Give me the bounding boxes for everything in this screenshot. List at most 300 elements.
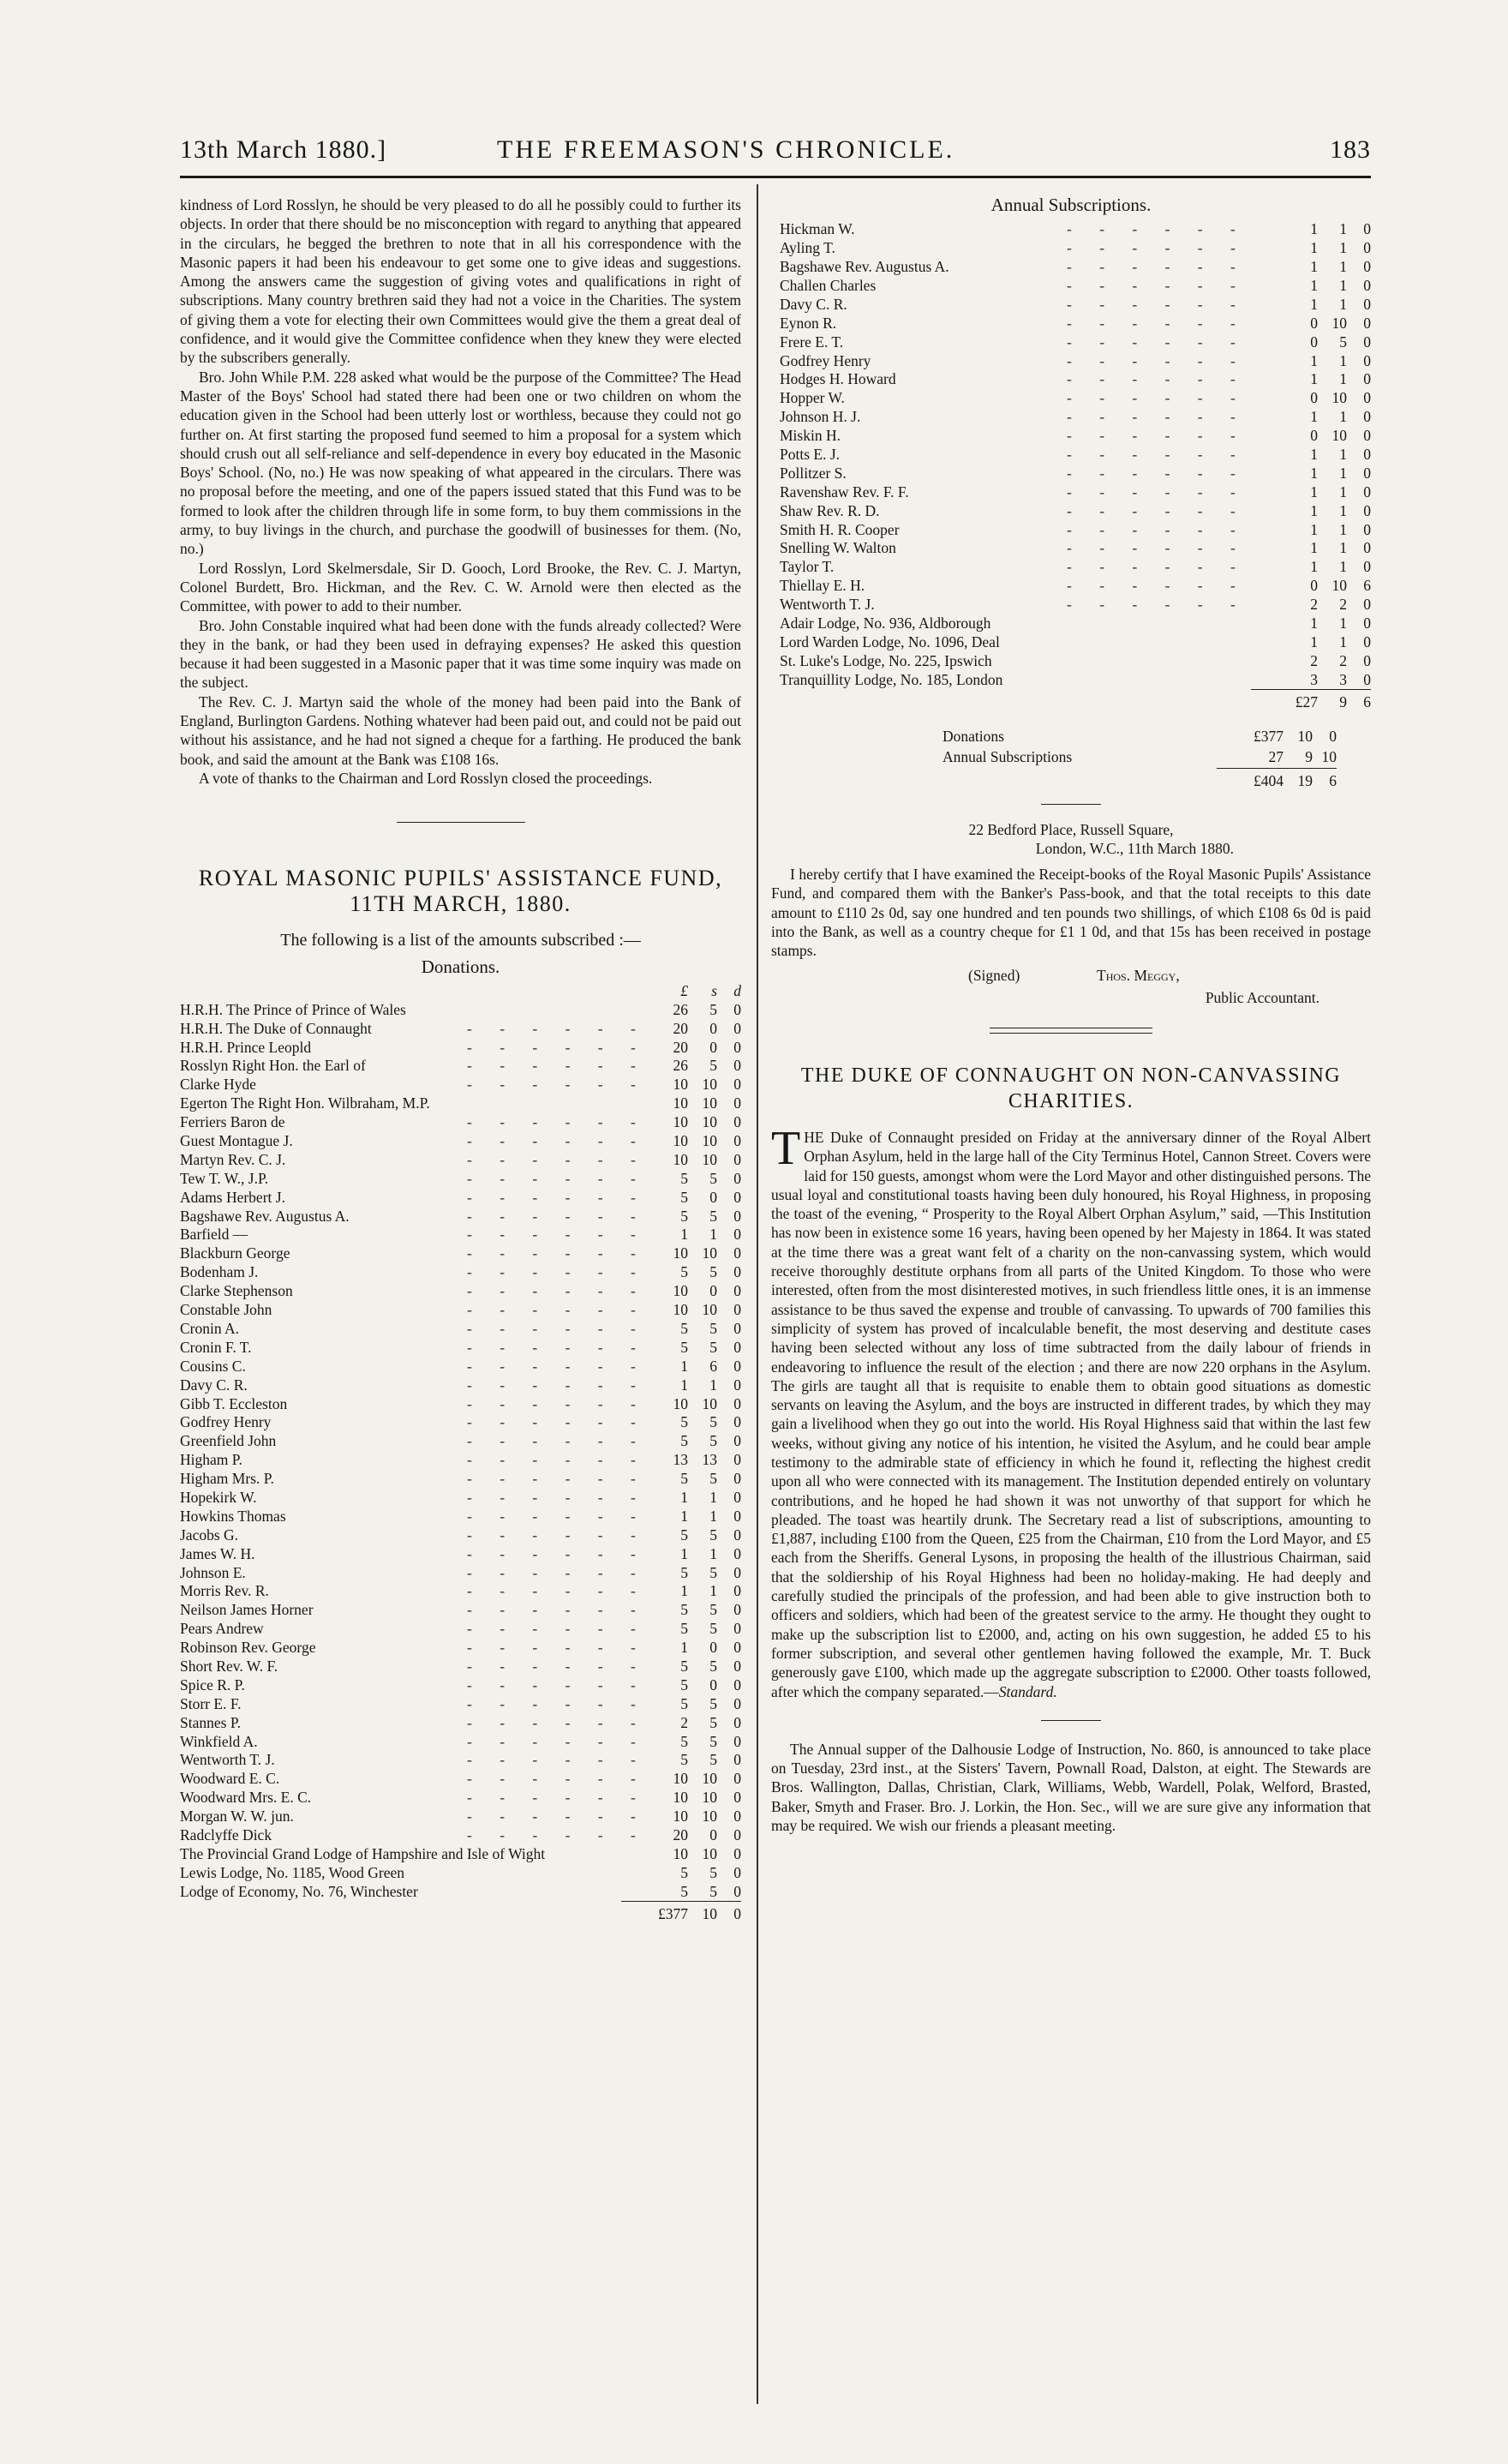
pence-value: 0	[733, 1150, 741, 1168]
ledger-row	[180, 1807, 741, 1826]
contributor-name: Martyn Rev. C. J.	[180, 1150, 286, 1168]
pounds-value: 2	[1310, 596, 1318, 614]
ledger-row	[780, 333, 1371, 351]
leader-dots: - - - - - -	[467, 1057, 648, 1075]
shillings-unit: s	[711, 981, 717, 999]
leader-dots: - - - - - -	[1067, 370, 1248, 388]
page-header	[180, 129, 1371, 171]
pounds-value: 10	[673, 1844, 688, 1862]
total-pence: 0	[733, 1904, 741, 1922]
pence-value: 0	[1363, 596, 1371, 614]
leader-dots: - - - - - -	[467, 1808, 648, 1826]
ledger-row	[780, 276, 1371, 295]
pounds-value: 1	[1310, 220, 1318, 238]
contributor-name: Morgan W. W. jun.	[180, 1808, 294, 1826]
shillings-value: 2	[1339, 596, 1347, 614]
pence-value: 0	[1363, 651, 1371, 669]
ledger-row	[780, 257, 1371, 276]
shillings-value: 10	[702, 1770, 717, 1788]
pence-value: 6	[1363, 577, 1371, 595]
shillings-value: 1	[1339, 408, 1347, 426]
ledger-row	[780, 219, 1371, 238]
leader-dots: - - - - - -	[1067, 220, 1248, 238]
duke-article-body	[771, 1121, 1371, 1701]
pence-value: 0	[733, 1751, 741, 1769]
ledger-row	[180, 1225, 741, 1244]
pounds-value: 5	[680, 1526, 688, 1544]
pence-value: 0	[1363, 389, 1371, 407]
pounds-value: 5	[680, 1676, 688, 1694]
ledger-row	[780, 407, 1371, 426]
pence-value: 0	[733, 1226, 741, 1244]
pence-value: 0	[733, 1038, 741, 1056]
ledger-row	[180, 1694, 741, 1713]
ledger-row	[780, 670, 1371, 689]
subs-total-shillings: 9	[1339, 692, 1347, 710]
ledger-row	[180, 1094, 741, 1112]
ledger-row	[180, 1357, 741, 1376]
leader-dots: - - - - - -	[467, 1019, 648, 1037]
shillings-value: 1	[1339, 520, 1347, 538]
ledger-row	[180, 1844, 741, 1863]
pounds-value: 5	[680, 1188, 688, 1206]
leader-dots: - - - - - -	[467, 1789, 648, 1807]
ledger-row	[180, 1732, 741, 1751]
leader-dots: - - - - - -	[467, 1451, 648, 1469]
pence-value: 0	[733, 1169, 741, 1187]
shillings-value: 5	[709, 1882, 717, 1900]
ledger-row	[780, 426, 1371, 445]
subs-total-pounds: £27	[1295, 692, 1318, 710]
address-line-2: London, W.C., 11th March 1880.	[1035, 839, 1234, 857]
pence-value: 0	[733, 1620, 741, 1638]
summary-amount: 0	[1329, 727, 1337, 745]
leader-dots: - - - - - -	[1067, 445, 1248, 463]
ledger-row	[780, 501, 1371, 520]
pence-value: 0	[1363, 333, 1371, 351]
shillings-value: 5	[709, 1601, 717, 1619]
ledger-row	[180, 1300, 741, 1319]
article-paragraph: Bro. John Constable inquired what had been done with the funds already collected? Were they in the bank, or had they been used in defraying expenses? He asked this question because it had been suggested in a Masonic paper that it was time some inquiry was made on the subject.	[180, 616, 741, 692]
shillings-value: 10	[702, 1394, 717, 1412]
shillings-value: 10	[1331, 427, 1347, 445]
contributor-name: Johnson H. J.	[780, 408, 861, 426]
ledger-row	[180, 1338, 741, 1357]
leader-dots: - - - - - -	[467, 1601, 648, 1619]
pence-value: 0	[733, 1844, 741, 1862]
pounds-value: 1	[680, 1582, 688, 1600]
ledger-row	[180, 1563, 741, 1582]
contributor-name: Pears Andrew	[180, 1620, 264, 1638]
contributor-name: Cousins C.	[180, 1357, 246, 1375]
contributor-name: Hodges H. Howard	[780, 370, 896, 388]
contributor-name: H.R.H. The Duke of Connaught	[180, 1019, 372, 1037]
publication-title: THE FREEMASON'S CHRONICLE.	[497, 135, 955, 164]
leader-dots: - - - - - -	[467, 1188, 648, 1206]
leader-dots: - - - - - -	[467, 1150, 648, 1168]
ledger-row	[180, 1469, 741, 1488]
contributor-name: Bodenham J.	[180, 1263, 259, 1281]
pence-value: 0	[1363, 483, 1371, 501]
issue-date: 13th March 1880.]	[180, 135, 387, 164]
ledger-row	[780, 351, 1371, 370]
shillings-value: 13	[702, 1451, 717, 1469]
pounds-value: 0	[1310, 427, 1318, 445]
contributor-name: Hopekirk W.	[180, 1488, 257, 1506]
contributor-name: Davy C. R.	[180, 1376, 248, 1394]
ledger-row	[780, 538, 1371, 557]
pounds-value: 1	[1310, 464, 1318, 482]
contributor-name: Johnson E.	[180, 1563, 246, 1581]
contributor-name: Woodward Mrs. E. C.	[180, 1789, 312, 1807]
grand-total-pence: 6	[1329, 771, 1337, 789]
shillings-value: 1	[1339, 464, 1347, 482]
summary-block	[771, 727, 1371, 768]
pounds-value: 1	[1310, 632, 1318, 650]
pence-value: 0	[733, 1338, 741, 1356]
contributor-name: Eynon R.	[780, 314, 837, 332]
pence-value: 0	[1363, 539, 1371, 557]
contributor-name: Hopper W.	[780, 389, 845, 407]
contributor-name: Constable John	[180, 1301, 272, 1319]
shillings-value: 1	[1339, 276, 1347, 294]
section-divider	[1041, 804, 1101, 805]
contributor-name: Lodge of Economy, No. 76, Winchester	[180, 1882, 418, 1900]
ledger-row	[780, 295, 1371, 314]
pounds-value: 20	[673, 1826, 688, 1844]
ledger-row	[180, 1188, 741, 1207]
pounds-value: 1	[1310, 615, 1318, 632]
contributor-name: Smith H. R. Cooper	[780, 520, 900, 538]
leader-dots: - - - - - -	[1067, 501, 1248, 519]
pounds-value: 1	[680, 1544, 688, 1562]
donations-heading: Donations.	[421, 956, 500, 977]
pence-value: 0	[733, 1863, 741, 1881]
leader-dots: - - - - - -	[467, 1507, 648, 1525]
pounds-value: 0	[1310, 577, 1318, 595]
summary-label: Annual Subscriptions	[942, 747, 1073, 765]
header-rule	[180, 176, 1371, 178]
ledger-row	[180, 1075, 741, 1094]
shillings-value: 10	[702, 1844, 717, 1862]
contributor-name: Wentworth T. J.	[780, 596, 875, 614]
ledger-row	[180, 1262, 741, 1281]
shillings-value: 5	[709, 1732, 717, 1750]
contributor-name: Cronin F. T.	[180, 1338, 252, 1356]
ledger-row	[180, 1019, 741, 1038]
leader-dots: - - - - - -	[467, 1526, 648, 1544]
pence-value: 0	[733, 1282, 741, 1300]
pence-value: 0	[733, 1694, 741, 1712]
ledger-row	[180, 1131, 741, 1150]
leader-dots: - - - - - -	[1067, 314, 1248, 332]
ledger-row	[780, 369, 1371, 388]
shillings-value: 1	[1339, 632, 1347, 650]
contributor-name: Clarke Stephenson	[180, 1282, 293, 1300]
ledger-row	[180, 1581, 741, 1600]
contributor-name: Neilson James Horner	[180, 1601, 314, 1619]
ledger-row	[180, 1657, 741, 1676]
shillings-value: 10	[1331, 389, 1347, 407]
pounds-value: 5	[680, 1263, 688, 1281]
contributor-name: Winkfield A.	[180, 1732, 258, 1750]
shillings-value: 0	[709, 1019, 717, 1037]
drop-cap: T	[771, 1121, 801, 1175]
leader-dots: - - - - - -	[1067, 389, 1248, 407]
pence-value: 0	[733, 1826, 741, 1844]
contributor-name: Storr E. F.	[180, 1694, 242, 1712]
pounds-value: 20	[673, 1038, 688, 1056]
leader-dots: - - - - - -	[467, 1657, 648, 1675]
ledger-row	[180, 1169, 741, 1188]
pence-value: 0	[733, 1563, 741, 1581]
ledger-row	[780, 520, 1371, 539]
pence-value: 0	[1363, 408, 1371, 426]
leader-dots: - - - - - -	[467, 1132, 648, 1150]
shillings-value: 1	[1339, 239, 1347, 257]
pence-value: 0	[1363, 670, 1371, 688]
pence-value: 0	[733, 1488, 741, 1506]
pounds-value: 1	[680, 1357, 688, 1375]
pence-value: 0	[1363, 445, 1371, 463]
leader-dots: - - - - - -	[1067, 483, 1248, 501]
pence-value: 0	[1363, 464, 1371, 482]
shillings-value: 5	[709, 1338, 717, 1356]
ledger-row	[780, 314, 1371, 333]
contributor-name: Pollitzer S.	[780, 464, 847, 482]
leader-dots: - - - - - -	[1067, 333, 1248, 351]
pounds-value: 1	[680, 1507, 688, 1525]
ledger-row	[180, 1431, 741, 1450]
shillings-value: 1	[709, 1544, 717, 1562]
pounds-value: 5	[680, 1338, 688, 1356]
leader-dots: - - - - - -	[467, 1076, 648, 1094]
ledger-row	[180, 1000, 741, 1019]
shillings-value: 1	[1339, 220, 1347, 238]
pounds-value: 0	[1310, 389, 1318, 407]
leader-dots: - - - - - -	[1067, 408, 1248, 426]
contributor-name: Blackburn George	[180, 1244, 290, 1262]
page-number: 183	[1330, 135, 1371, 164]
pounds-value: 5	[680, 1207, 688, 1225]
ledger-row	[180, 1112, 741, 1131]
column-divider	[757, 184, 758, 2404]
leader-dots: - - - - - -	[467, 1676, 648, 1694]
ledger-row	[180, 1376, 741, 1394]
ledger-row	[780, 576, 1371, 595]
address-line-1: 22 Bedford Place, Russell Square,	[968, 820, 1174, 838]
pounds-value: 1	[680, 1639, 688, 1657]
contributor-name: Stannes P.	[180, 1713, 241, 1731]
pence-value: 0	[733, 1676, 741, 1694]
pounds-value: 5	[680, 1882, 688, 1900]
pence-value: 0	[733, 1601, 741, 1619]
shillings-value: 0	[709, 1188, 717, 1206]
leader-dots: - - - - - -	[1067, 295, 1248, 313]
contributor-name: Higham Mrs. P.	[180, 1470, 274, 1488]
contributor-name: Adair Lodge, No. 936, Aldborough	[780, 615, 991, 632]
leader-dots: - - - - - -	[1067, 427, 1248, 445]
leader-dots: - - - - - -	[467, 1563, 648, 1581]
leader-dots: - - - - - -	[467, 1694, 648, 1712]
leader-dots: - - - - - -	[467, 1319, 648, 1337]
pounds-value: 0	[1310, 314, 1318, 332]
subscriptions-total	[771, 689, 1371, 713]
ledger-row	[180, 1507, 741, 1526]
article-paragraph: The Rev. C. J. Martyn said the whole of the money had been paid into the Bank of England, Burlington Gardens. Nothing whatever had been paid out, and could not be paid out without his assistance, and he had not signed a cheque for a farthing. He produced the bank book, and said the amount at the Bank was £108 16s.	[180, 692, 741, 768]
shillings-value: 5	[709, 1432, 717, 1450]
contributor-name: St. Luke's Lodge, No. 225, Ipswich	[780, 651, 992, 669]
shillings-value: 6	[709, 1357, 717, 1375]
pounds-value: 1	[1310, 295, 1318, 313]
pounds-value: 5	[680, 1413, 688, 1431]
leader-dots: - - - - - -	[467, 1338, 648, 1356]
ledger-row	[780, 388, 1371, 407]
leader-dots: - - - - - -	[467, 1751, 648, 1769]
pence-value: 0	[733, 1789, 741, 1807]
pounds-value: 5	[680, 1470, 688, 1488]
ledger-row	[780, 632, 1371, 651]
grand-total-pounds: £404	[1254, 771, 1284, 789]
pounds-value: 5	[680, 1563, 688, 1581]
ledger-row	[180, 1769, 741, 1788]
shillings-value: 1	[1339, 615, 1347, 632]
leader-dots: - - - - - -	[1067, 577, 1248, 595]
shillings-value: 10	[702, 1132, 717, 1150]
contributor-name: Morris Rev. R.	[180, 1582, 269, 1600]
leader-dots: - - - - - -	[467, 1470, 648, 1488]
shillings-value: 1	[1339, 483, 1347, 501]
contributor-name: Radclyffe Dick	[180, 1826, 272, 1844]
pounds-value: 1	[1310, 239, 1318, 257]
pence-value: 0	[1363, 258, 1371, 276]
contributor-name: Ravenshaw Rev. F. F.	[780, 483, 909, 501]
leader-dots: - - - - - -	[467, 1488, 648, 1506]
pence-value: 0	[733, 1207, 741, 1225]
shillings-value: 5	[709, 1526, 717, 1544]
ledger-row	[180, 1638, 741, 1657]
donations-total	[180, 1901, 741, 1925]
pounds-value: 10	[673, 1094, 688, 1112]
donations-list	[180, 1000, 741, 1901]
pounds-value: 10	[673, 1076, 688, 1094]
pence-value: 0	[733, 1808, 741, 1826]
pounds-value: 1	[1310, 558, 1318, 576]
leader-dots: - - - - - -	[467, 1394, 648, 1412]
pounds-value: 10	[673, 1301, 688, 1319]
summary-label: Donations	[942, 727, 1004, 745]
signed-label: (Signed)	[968, 966, 1020, 984]
pence-value: 0	[733, 1019, 741, 1037]
leader-dots: - - - - - -	[467, 1207, 648, 1225]
ledger-row	[180, 1863, 741, 1882]
contributor-name: James W. H.	[180, 1544, 255, 1562]
pence-value: 0	[1363, 632, 1371, 650]
pence-value: 0	[733, 1544, 741, 1562]
pence-value: 0	[733, 1113, 741, 1131]
pence-value: 0	[1363, 370, 1371, 388]
contributor-name: Egerton The Right Hon. Wilbraham, M.P.	[180, 1094, 430, 1112]
total-shillings: 10	[702, 1904, 717, 1922]
contributor-name: Thiellay E. H.	[780, 577, 865, 595]
contributor-name: Ferriers Baron de	[180, 1113, 285, 1131]
shillings-value: 10	[702, 1076, 717, 1094]
ledger-row	[180, 1600, 741, 1619]
pence-value: 0	[733, 1657, 741, 1675]
pounds-value: 10	[673, 1394, 688, 1412]
shillings-value: 1	[709, 1507, 717, 1525]
pence-value: 0	[733, 1132, 741, 1150]
contributor-name: The Provincial Grand Lodge of Hampshire and Isle of Wight	[180, 1844, 546, 1862]
leader-dots: - - - - - -	[467, 1732, 648, 1750]
contributor-name: Spice R. P.	[180, 1676, 245, 1694]
shillings-value: 5	[709, 1169, 717, 1187]
pounds-value: 5	[680, 1601, 688, 1619]
contributor-name: Robinson Rev. George	[180, 1639, 316, 1657]
shillings-value: 10	[702, 1301, 717, 1319]
leader-dots: - - - - - -	[467, 1544, 648, 1562]
pounds-value: 1	[1310, 408, 1318, 426]
ledger-row	[180, 1412, 741, 1431]
shillings-value: 0	[709, 1639, 717, 1657]
article-paragraph: kindness of Lord Rosslyn, he should be very pleased to do all he possibly could to further its objects. In order that there should be no misconception with regard to anything that appeared in the circulars, he begged the brethren to note that in all his correspondence with the Masonic papers it had been his endeavour to get some one to give ideas and suggestions. Among the answers came the suggestion of giving votes and qualifications in right of subscriptions. Many country brethren said they had not a voice in the Charities. The system of giving them a vote for electing their own Committees would give the them a great deal of confidence, and it would give the Committee confidence when they knew they were elected by the subscribers generally.	[180, 196, 741, 367]
leader-dots: - - - - - -	[467, 1244, 648, 1262]
shillings-value: 0	[709, 1826, 717, 1844]
pounds-value: 1	[1310, 520, 1318, 538]
pounds-value: 3	[1310, 670, 1318, 688]
summary-row	[771, 747, 1371, 768]
pence-value: 0	[733, 1263, 741, 1281]
ledger-row	[780, 238, 1371, 257]
shillings-value: 5	[709, 1620, 717, 1638]
dalhousie-notice: The Annual supper of the Dalhousie Lodge of Instruction, No. 860, is announced to take place on Tuesday, 23rd inst., at the Sisters' Tavern, Pownall Road, Dalston, at eight. The Stewards are Bros. Wallington, Dallas, Christian, Clark, Williams, Webb, Wardell, Polak, Welford, Brasted, Baker, Smyth and Fraser. Bro. J. Lorkin, the Hon. Sec., will we are sure give any information that may be required. We wish our friends a pleasant meeting.	[771, 1740, 1371, 1835]
shillings-value: 1	[1339, 258, 1347, 276]
leader-dots: - - - - - -	[467, 1713, 648, 1731]
summary-amount: 10	[1321, 747, 1337, 765]
pounds-value: 2	[680, 1713, 688, 1731]
ledger-row	[180, 1319, 741, 1338]
shillings-value: 10	[1331, 577, 1347, 595]
pounds-value: 10	[673, 1789, 688, 1807]
leader-dots: - - - - - -	[467, 1357, 648, 1375]
summary-amount: 10	[1297, 727, 1313, 745]
left-column	[180, 195, 741, 1925]
pence-value: 0	[733, 1319, 741, 1337]
shillings-value: 10	[702, 1789, 717, 1807]
pence-value: 0	[733, 1582, 741, 1600]
ledger-row	[180, 1676, 741, 1694]
pounds-value: 10	[673, 1132, 688, 1150]
leader-dots: - - - - - -	[467, 1620, 648, 1638]
pence-value: 0	[733, 1057, 741, 1075]
ledger-row	[180, 1788, 741, 1807]
shillings-value: 1	[1339, 351, 1347, 369]
right-column	[771, 195, 1371, 1835]
total-pounds: £377	[658, 1904, 688, 1922]
pounds-value: 1	[1310, 445, 1318, 463]
pence-value: 0	[1363, 520, 1371, 538]
contributor-name: Gibb T. Eccleston	[180, 1394, 288, 1412]
pence-value: 0	[733, 1394, 741, 1412]
article-paragraph: Lord Rosslyn, Lord Skelmersdale, Sir D. Gooch, Lord Brooke, the Rev. C. J. Martyn, Colonel Burdett, Bro. Hickman, and the Rev. C. W. Arnold were then elected as the Committee, with power to add to their number.	[180, 559, 741, 615]
shillings-value: 0	[709, 1282, 717, 1300]
shillings-value: 10	[702, 1808, 717, 1826]
pounds-value: 5	[680, 1432, 688, 1450]
pounds-value: 1	[1310, 276, 1318, 294]
pounds-unit: £	[680, 981, 688, 999]
ledger-row	[180, 1056, 741, 1075]
pounds-value: 10	[673, 1113, 688, 1131]
